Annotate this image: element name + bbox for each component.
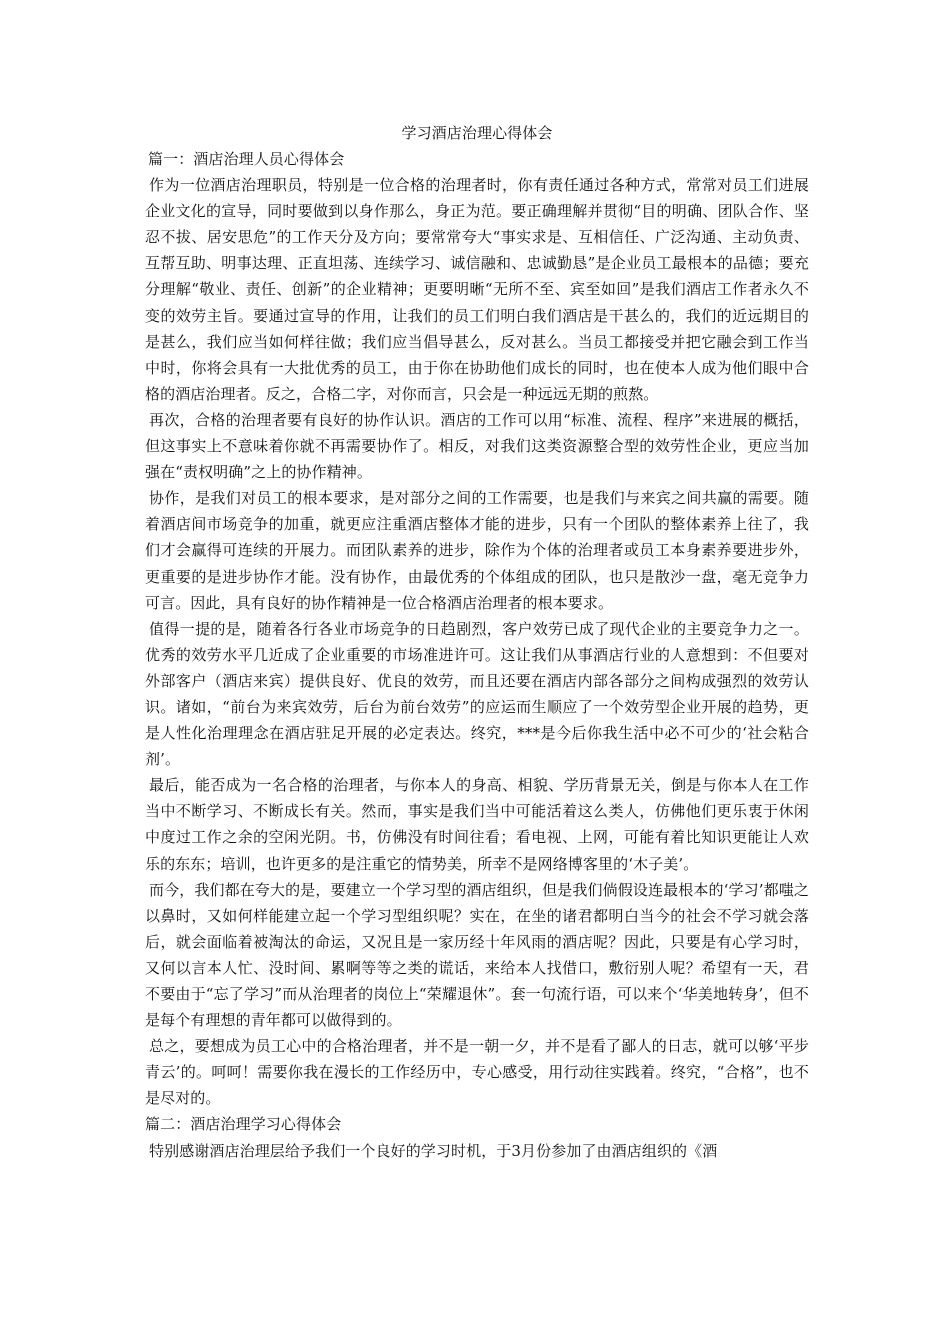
section-1-heading: 篇一：酒店治理人员心得体会 <box>148 150 345 168</box>
paragraph: 值得一提的是，随着各行各业市场竞争的日趋剧烈，客户效劳已成了现代企业的主要竞争力之一。优秀的效劳水平几近成了企业重要的市场准进许可。这让我们从事酒店行业的人意想到：不但要对外部客户（酒店来宾）提供良好、优良的效劳，而且还要在酒店内部各部分之间构成强烈的效劳认识。诸如，“前台为来宾效劳，后台为前台效劳”的应运而生顺应了一个效劳型企业开展的趋势，更是人性化治理理念在酒店驻足开展的必定表达。终究，***是今后你我生活中必不可少的‘社会粘合剂’。 <box>145 619 809 769</box>
section-2-heading: 篇二：酒店治理学习心得体会 <box>145 1115 342 1134</box>
paragraph: 而今，我们都在夸大的是，要建立一个学习型的酒店组织，但是我们倘假设连最根本的‘学习’都嗤之以鼻时，又如何样能建立起一个学习型组织呢？实在，在坐的诸君都明白当今的社会不学习就会落后，就会面临着被淘汰的命运，又况且是一家历经十年风雨的酒店呢？因此，只要是有心学习时，又何以言本人忙、没时间、累啊等等之类的谎话，来给本人找借口，敷衍别人呢？希望有一天，君不要由于“忘了学习”而从治理者的岗位上“荣耀退休”。套一句流行语，可以来个‘华美地转身’，但不是每个有理想的青年都可以做得到的。 <box>145 880 809 1030</box>
paragraph: 总之，要想成为员工心中的合格治理者，并不是一朝一夕，并不是看了鄙人的日志，就可以够‘平步青云’的。呵呵！需要你我在漫长的工作经历中，专心感受，用行动往实践着。终究，“合格”，也不是尽对的。 <box>145 1037 809 1108</box>
paragraph: 再次，合格的治理者要有良好的协作认识。酒店的工作可以用“标准、流程、程序”来进展的概括，但这事实上不意味着你就不再需要协作了。相反，对我们这类资源整合型的效劳性企业，更应当加强在“责权明确”之上的协作精神。 <box>145 410 809 482</box>
document-page <box>145 120 809 1164</box>
document-title: 学习酒店治理心得体会 <box>401 124 553 142</box>
paragraph: 作为一位酒店治理职员，特别是一位合格的治理者时，你有责任通过各种方式，常常对员工们进展企业文化的宣导，同时要做到以身作那么，身正为范。要正确理解并贯彻“目的明确、团队合作、坚忍不拔、居安思危”的工作天分及方向；要常常夸大“事实求是、互相信任、广泛沟通、主动负责、互帮互助、明事达理、正直坦荡、连续学习、诚信融和、忠诚勤恳”是企业员工最根本的品德；要充分理解“敬业、责任、创新”的企业精神；更要明晰“无所不至、宾至如回”是我们酒店工作者永久不变的效劳主旨。要通过宣导的作用，让我们的员工们明白我们酒店是干甚么的，我们的近远期目的是甚么，我们应当如何样往做；我们应当倡导甚么，反对甚么。当员工都接受并把它融会到工作当中时，你将会具有一大批优秀的员工，由于你在协助他们成长的同时，也在使本人成为他们眼中合格的酒店治理者。反之，合格二字，对你而言，只会是一种远远无期的煎熬。 <box>145 176 809 403</box>
paragraph: 最后，能否成为一名合格的治理者，与你本人的身高、相貌、学历背景无关，倒是与你本人在工作当中不断学习、不断成长有关。然而，事实是我们当中可能活着这么类人，仿佛他们更乐衷于休闲中度过工作之余的空闲光阴。书，仿佛没有时间往看；看电视、上网，可能有着比知识更能让人欢乐的东东；培训，也许更多的是注重它的情势美，所幸不是网络博客里的‘木子美’。 <box>145 776 809 873</box>
paragraph: 协作，是我们对员工的根本要求，是对部分之间的工作需要，也是我们与来宾之间共赢的需要。随着酒店间市场竞争的加重，就更应注重酒店整体才能的进步，只有一个团队的整体素养上往了，我们才会赢得可连续的开展力。而团队素养的进步，除作为个体的治理者或员工本身素养要进步外，更重要的是进步协作才能。没有协作，由最优秀的个体组成的团队，也只是散沙一盘，毫无竞争力可言。因此，具有良好的协作精神是一位合格酒店治理者的根本要求。 <box>145 489 809 612</box>
section-2-first-line: 特别感谢酒店治理层给予我们一个良好的学习时机，于3月份参加了由酒店组织的《酒 <box>149 1141 718 1160</box>
